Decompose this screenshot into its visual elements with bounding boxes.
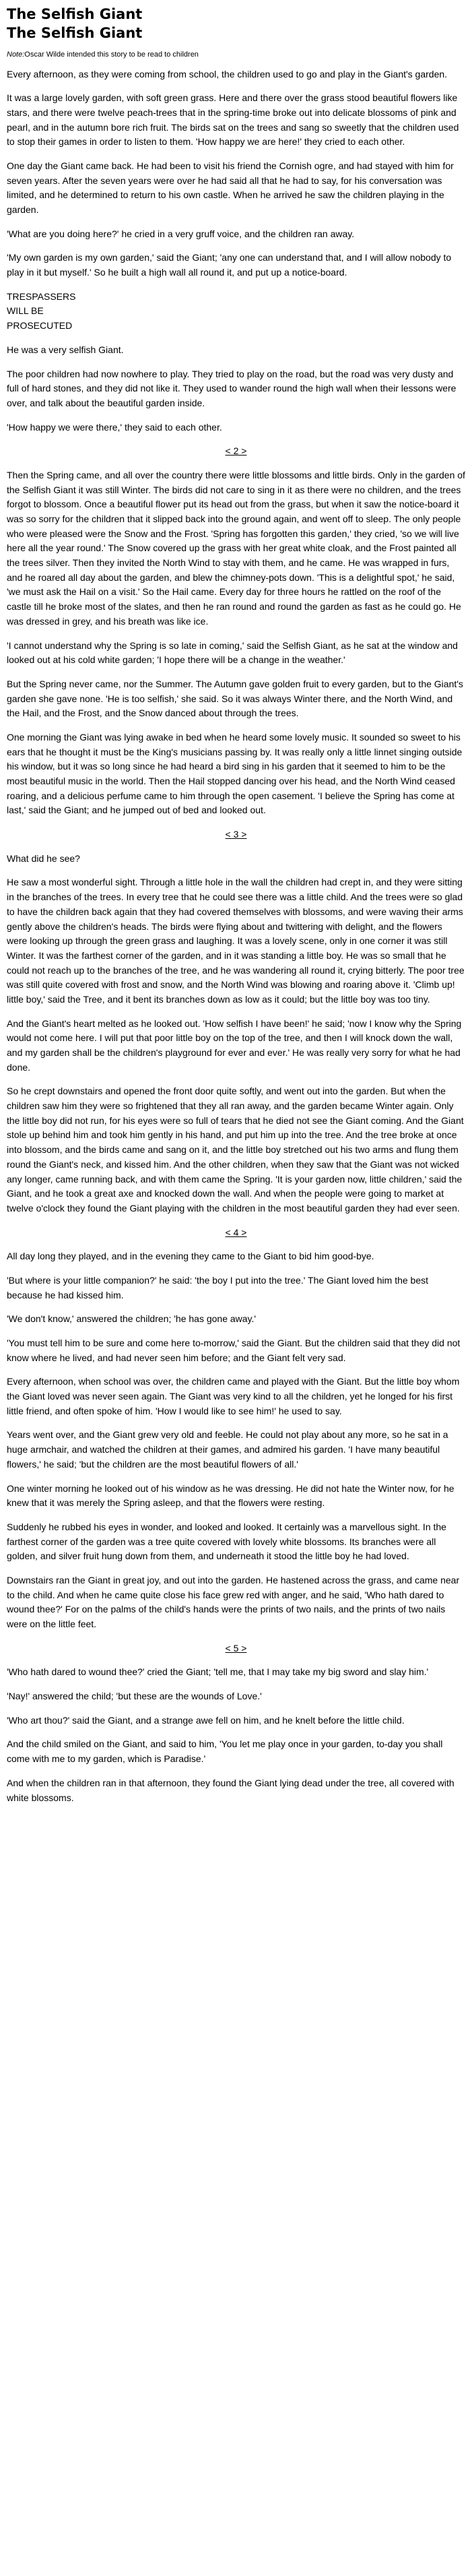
section-nav-5 <box>7 1641 465 1656</box>
paragraph: And the child smiled on the Giant, and said to him, 'You let me play once in your garden, to-day you shall come with me to my garden, which is Paradise.' <box>7 1738 443 1765</box>
section-link-4[interactable]: < 4 > <box>225 1226 247 1238</box>
sign-line: TRESPASSERS <box>7 290 76 302</box>
section-nav-4 <box>7 1226 465 1240</box>
section-link-5[interactable]: < 5 > <box>225 1642 247 1654</box>
section-nav-3 <box>7 827 465 842</box>
paragraph: Every afternoon, as they were coming from school, the children used to go and play in the Giant's garden. <box>7 68 448 80</box>
note-text: Oscar Wilde intended this story to be read to children <box>24 50 199 59</box>
paragraph: He was a very selfish Giant. <box>7 344 124 355</box>
paragraph: 'But where is your little companion?' he said: 'the boy I put into the tree.' The Giant loved him the best because he had kissed him. <box>7 1274 429 1300</box>
paragraph: Downstairs ran the Giant in great joy, and out into the garden. He hastened across the grass, and came near to the child. And when he came quite close his face grew red with anger, and he said, 'Who hath dared to wound thee?' For on the palms of the child's hands were the prints of two nails, and the prints of two nails were on the little feet. <box>7 1574 460 1630</box>
author-note <box>7 49 465 61</box>
paragraph: What did he see? <box>7 852 80 864</box>
paragraph: 'What are you doing here?' he cried in a very gruff voice, and the children ran away. <box>7 228 355 239</box>
paragraph: 'Who art thou?' said the Giant, and a strange awe fell on him, and he knelt before the little child. <box>7 1714 405 1726</box>
paragraph: But the Spring never came, nor the Summer. The Autumn gave golden fruit to every garden, but to the Giant's garden she gave none. 'He is too selfish,' she said. So it was always Winter there, and the North Wind, and the Hail, and the Frost, and the Snow danced about through the trees. <box>7 678 463 719</box>
paragraph: One winter morning he looked out of his window as he was dressing. He did not hate the Winter now, for he knew that it was merely the Spring asleep, and that the flowers were resting. <box>7 1482 454 1509</box>
paragraph: The poor children had now nowhere to play. They tried to play on the road, but the road was very dusty and full of hard stones, and they did not like it. They used to wander round the high wall when their lessons were over, and talk about the beautiful garden inside. <box>7 368 457 408</box>
paragraph: 'I cannot understand why the Spring is so late in coming,' said the Selfish Giant, as he sat at the window and looked out at his cold white garden; 'I hope there will be a change in the weather.' <box>7 639 458 666</box>
section-nav-2 <box>7 444 465 459</box>
paragraph: Then the Spring came, and all over the country there were little blossoms and little birds. Only in the garden of the Selfish Giant it was still Winter. The birds did not care to sing in it as there were no children, and the trees forgot to blossom. Once a beautiful flower put its head out from the grass, but when it saw the notice-board it was so sorry for the children that it slipped back into the ground again, and went off to sleep. The only people who were pleased were the Snow and the Frost. 'Spring has forgotten this garden,' they cried, 'so we will live here all the year round.' The Snow covered up the grass with her great white cloak, and the Frost painted all the trees silver. Then they invited the North Wind to stay with them, and he came. He was wrapped in furs, and he roared all day about the garden, and blew the chimney-pots down. 'This is a delightful spot,' he said, 'we must ask the Hail on a visit.' So the Hail came. Every day for three hours he rattled on the roof of the castle till he broke most of the slates, and then he ran round and round the garden as fast as he could go. He was dressed in grey, and his breath was like ice. <box>7 469 465 627</box>
paragraph: He saw a most wonderful sight. Through a little hole in the wall the children had crept in, and they were sitting in the branches of the trees. In every tree that he could see there was a little child. And the trees were so glad to have the children back again that they had covered themselves with blossoms, and were waving their arms gently above the children's heads. The birds were flying about and twittering with delight, and the flowers were looking up through the green grass and laughing. It was a lovely scene, only in one corner it was still Winter. It was the farthest corner of the garden, and in it was standing a little boy. He was so small that he could not reach up to the branches of the tree, and he was wandering all round it, crying bitterly. The poor tree was still quite covered with frost and snow, and the North Wind was blowing and roaring above it. 'Climb up! little boy,' said the Tree, and it bent its branches down as low as it could; but the little boy was too tiny. <box>7 877 465 1005</box>
sign-line: WILL BE <box>7 305 44 317</box>
note-label: Note: <box>7 50 25 59</box>
paragraph: And the Giant's heart melted as he looked out. 'How selfish I have been!' he said; 'now I know why the Spring would not come here. I will put that poor little boy on the top of the tree, and then I will knock down the wall, and my garden shall be the children's playground for ever and ever.' He was really very sorry for what he had done. <box>7 1017 462 1073</box>
notice-board-text <box>7 290 465 334</box>
paragraph: And when the children ran in that afternoon, they found the Giant lying dead under the tree, all covered with white blossoms. <box>7 1777 454 1803</box>
paragraph: 'How happy we were there,' they said to each other. <box>7 421 222 433</box>
section-link-2[interactable]: < 2 > <box>225 445 247 457</box>
paragraph: 'My own garden is my own garden,' said the Giant; 'any one can understand that, and I will allow nobody to play in it but myself.' So he built a high wall all round it, and put up a notice-board. <box>7 252 452 278</box>
section-link-3[interactable]: < 3 > <box>225 829 247 840</box>
paragraph: 'Nay!' answered the child; 'but these are the wounds of Love.' <box>7 1691 262 1702</box>
paragraph: 'Who hath dared to wound thee?' cried the Giant; 'tell me, that I may take my big sword and slay him.' <box>7 1666 429 1678</box>
paragraph: So he crept downstairs and opened the front door quite softly, and went out into the garden. But when the children saw him they were so frightened that they all ran away, and the garden became Winter again. Only the little boy did not run, for his eyes were so full of tears that he died not see the Giant coming. And the Giant stole up behind him and took him gently in his hand, and put him up into the tree. And the tree broke at once into blossom, and the birds came and sang on it, and the little boy stretched out his two arms and flung them round the Giant's neck, and kissed him. And the other children, when they saw that the Giant was not wicked any longer, came running back, and with them came the Spring. 'It is your garden now, little children,' said the Giant, and he took a great axe and knocked down the wall. And when the people were going to market at twelve o'clock they found the Giant playing with the children in the most beautiful garden they had ever seen. <box>7 1086 464 1214</box>
paragraph: Suddenly he rubbed his eyes in wonder, and looked and looked. It certainly was a marvellous sight. In the farthest corner of the garden was a tree quite covered with lovely white blossoms. Its branches were all golden, and silver fruit hung down from them, and underneath it stood the little boy he had loved. <box>7 1521 446 1562</box>
paragraph: Years went over, and the Giant grew very old and feeble. He could not play about any more, so he sat in a huge armchair, and watched the children at their games, and admired his garden. 'I have many beautiful flowers,' he said; 'but the children are the most beautiful flowers of all.' <box>7 1429 448 1470</box>
paragraph: All day long they played, and in the evening they came to the Giant to bid him good-bye. <box>7 1251 374 1262</box>
paragraph: It was a large lovely garden, with soft green grass. Here and there over the grass stood beautiful flowers like stars, and there were twelve peach-trees that in the spring-time broke out into delicate blossoms of pink and pearl, and in the autumn bore rich fruit. The birds sat on the trees and sang so sweetly that the children used to stop their games in order to listen to them. 'How happy we are here!' they cried to each other. <box>7 92 459 148</box>
story-title: The Selfish Giant <box>7 25 143 42</box>
paragraph: One morning the Giant was lying awake in bed when he heard some lovely music. It sounded so sweet to his ears that he thought it must be the King's musicians passing by. It was really only a little linnet singing outside his window, but it was so long since he had heard a bird sing in his garden that it seemed to him to be the most beautiful music in the world. Then the Hail stopped dancing over his head, and the North Wind ceased roaring, and a delicious perfume came to him through the open casement. 'I believe the Spring has come at last,' said the Giant; and he jumped out of bed and looked out. <box>7 731 463 816</box>
paragraph: 'We don't know,' answered the children; 'he has gone away.' <box>7 1313 257 1325</box>
paragraph: 'You must tell him to be sure and come here to-morrow,' said the Giant. But the children said that they did not know where he lived, and had never seen him before; and the Giant felt very sad. <box>7 1338 461 1363</box>
site-title: The Selfish Giant <box>7 6 143 22</box>
paragraph: Every afternoon, when school was over, the children came and played with the Giant. But the little boy whom the Giant loved was never seen again. The Giant was very kind to all the children, yet he longed for his first little friend, and often spoke of him. 'How I would like to see him!' he used to say. <box>7 1376 460 1416</box>
sign-line: PROSECUTED <box>7 320 73 332</box>
paragraph: One day the Giant came back. He had been to visit his friend the Cornish ogre, and had stayed with him for seven years. After the seven years were over he had said all that he had to say, for his conversation was limited, and he determined to return to his own castle. When he arrived he saw the children playing in the garden. <box>7 160 454 216</box>
